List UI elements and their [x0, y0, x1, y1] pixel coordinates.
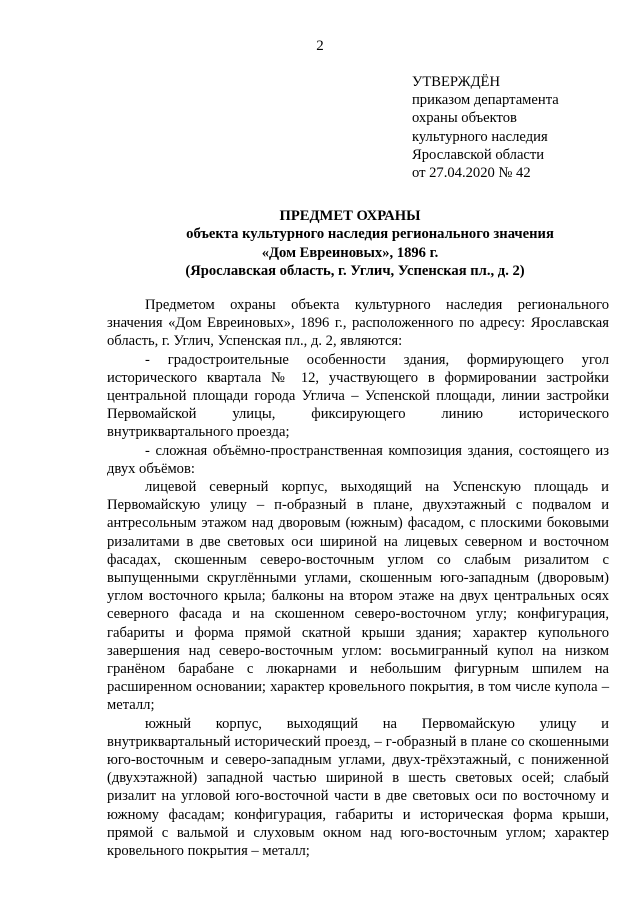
approval-line: культурного наследия — [412, 128, 548, 145]
paragraph: Предметом охраны объекта культурного наследия регионального значения «Дом Евреиновых», 1896 г., расположенного по адресу: Ярославская область, г. Углич, Успенская пл., д. 2, являются: — [107, 297, 609, 350]
title-address: (Ярославская область, г. Углич, Успенская пл., д. 2) — [185, 263, 525, 280]
approval-line: приказом департамента — [412, 92, 559, 109]
title-subheading: объекта культурного наследия регионального значения — [186, 226, 554, 243]
document-title — [0, 207, 640, 281]
document-body — [107, 296, 609, 860]
paragraph: - сложная объёмно-пространственная композиция здания, состоящего из двух объёмов: — [107, 442, 609, 477]
approval-line: охраны объектов — [412, 110, 517, 127]
approval-stamp — [412, 73, 559, 182]
paragraph: лицевой северный корпус, выходящий на Успенскую площадь и Первомайскую улицу – п-образный в плане, двухэтажный с подвалом и антресольным этажом над дворовым (южным) фасадом, с плоскими боковыми ризалитами в две световых оси шириной на лицевых северном и восточном фасадах, скошенным северо-восточным углом со слабым ризалитом с выпущенными скруглёнными углами, скошенным юго-западным (дворовым) углом восточного крыла; балконы на втором этаже на двух центральных осях северного фасада и на скошенном северо-восточном углу; конфигурация, габариты и форма прямой скатной крыши здания; характер купольного завершения над северо-восточным углом: восьмигранный купол на низком гранёном барабане с люкарнами и небольшим фигурным шпилем на расширенном основании; характер кровельного покрытия, в том числе купола – металл; — [107, 479, 609, 714]
page-number: 2 — [316, 38, 324, 54]
approval-line: УТВЕРЖДЁН — [412, 74, 500, 90]
paragraph: южный корпус, выходящий на Первомайскую улицу и внутриквартальный исторический проезд, – г-образный в плане со скошенными юго-восточным и северо-западным углами, двух-трёхэтажный, с пониженной (двухэтажной) западной частью шириной в шесть световых осей; слабый ризалит на угловой юго-восточной части в две световых оси по восточному и южному фасадам; конфигурация, габариты и историческая форма крыши, прямой с вальмой и слуховым окном над юго-восточным углом; характер кровельного покрытия – металл; — [107, 715, 609, 860]
paragraph: - градостроительные особенности здания, формирующего угол исторического квартала № 12, участвующего в формировании застройки центральной площади города Углича – Успенской площади, линии застройки Первомайской улицы, фиксирующего линию исторического внутриквартального проезда; — [107, 351, 609, 441]
approval-line: от 27.04.2020 № 42 — [412, 165, 531, 182]
approval-line: Ярославской области — [412, 146, 545, 163]
title-heading: ПРЕДМЕТ ОХРАНЫ — [279, 208, 421, 224]
title-object-name: «Дом Евреиновых», 1896 г. — [261, 244, 439, 261]
